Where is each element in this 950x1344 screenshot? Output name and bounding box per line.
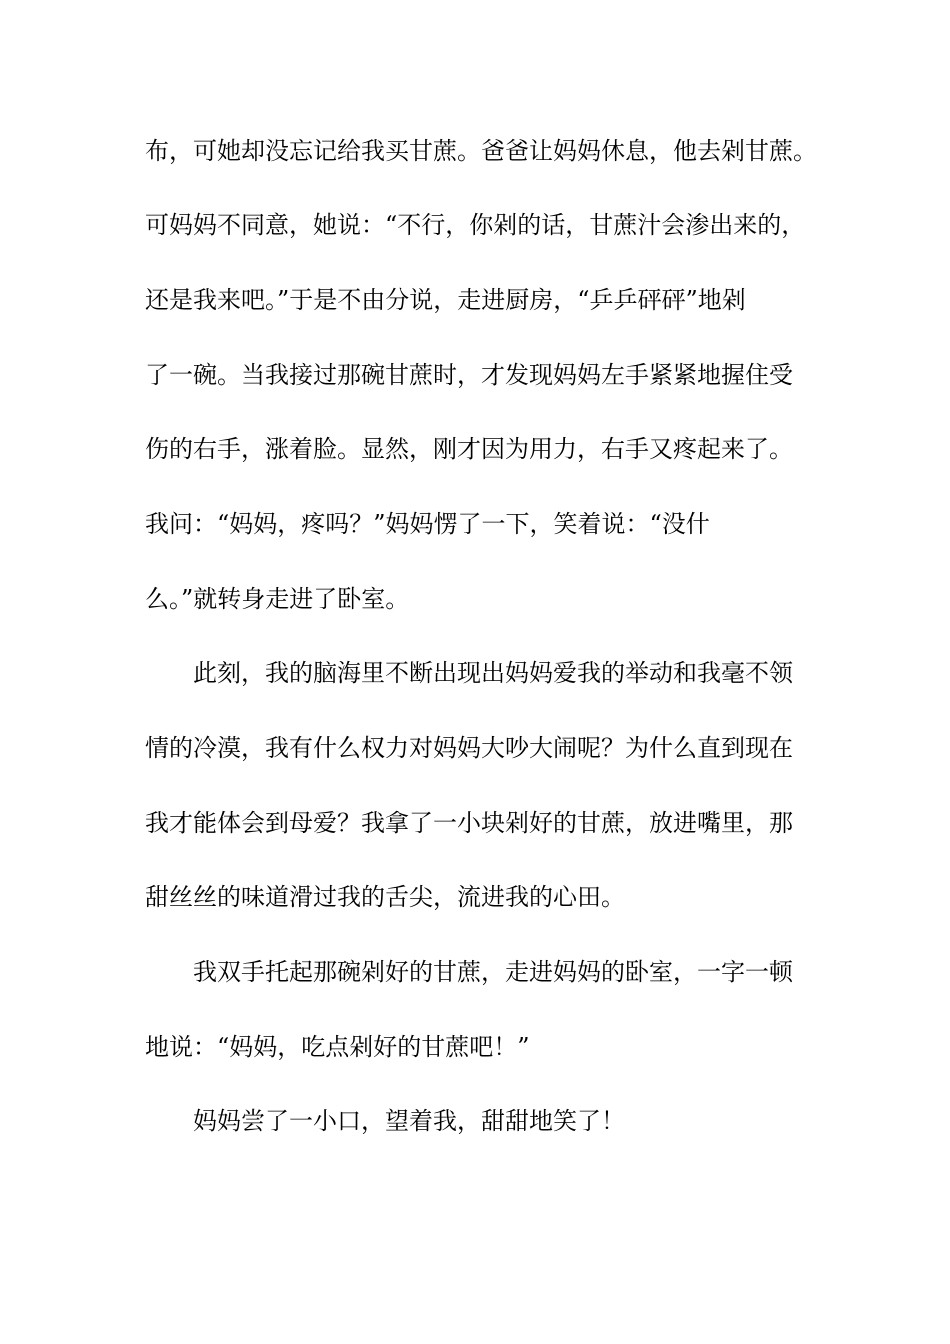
text-line-9: 情的冷漠，我有什么权力对妈妈大吵大闹呢？为什么直到现在: [145, 734, 793, 762]
text-line-7: 么。”就转身走进了卧室。: [145, 585, 410, 613]
text-line-3: 还是我来吧。”于是不由分说，走进厨房，“乒乒砰砰”地剁: [145, 286, 746, 314]
text-line-4: 了一碗。当我接过那碗甘蔗时，才发现妈妈左手紧紧地握住受: [145, 361, 793, 389]
text-line-1: 布，可她却没忘记给我买甘蔗。爸爸让妈妈休息，他去剁甘蔗。: [145, 137, 817, 165]
paragraph-indent-line-2: 我双手托起那碗剁好的甘蔗，走进妈妈的卧室，一字一顿: [145, 958, 793, 986]
text-line-2: 可妈妈不同意，她说：“不行，你剁的话，甘蔗汁会渗出来的，: [145, 211, 806, 239]
text-line-13: 地说：“妈妈，吃点剁好的甘蔗吧！”: [145, 1033, 530, 1061]
paragraph-indent-line-1: 此刻，我的脑海里不断出现出妈妈爱我的举动和我毫不领: [145, 659, 793, 687]
text-line-6: 我问：“妈妈，疼吗？”妈妈愣了一下，笑着说：“没什: [145, 510, 710, 538]
text-line-10: 我才能体会到母爱？我拿了一小块剁好的甘蔗，放进嘴里，那: [145, 809, 793, 837]
text-line-11: 甜丝丝的味道滑过我的舌尖，流进我的心田。: [145, 883, 625, 911]
text-line-5: 伤的右手，涨着脸。显然，刚才因为用力，右手又疼起来了。: [145, 435, 793, 463]
paragraph-indent-line-3: 妈妈尝了一小口，望着我，甜甜地笑了！: [145, 1107, 625, 1135]
